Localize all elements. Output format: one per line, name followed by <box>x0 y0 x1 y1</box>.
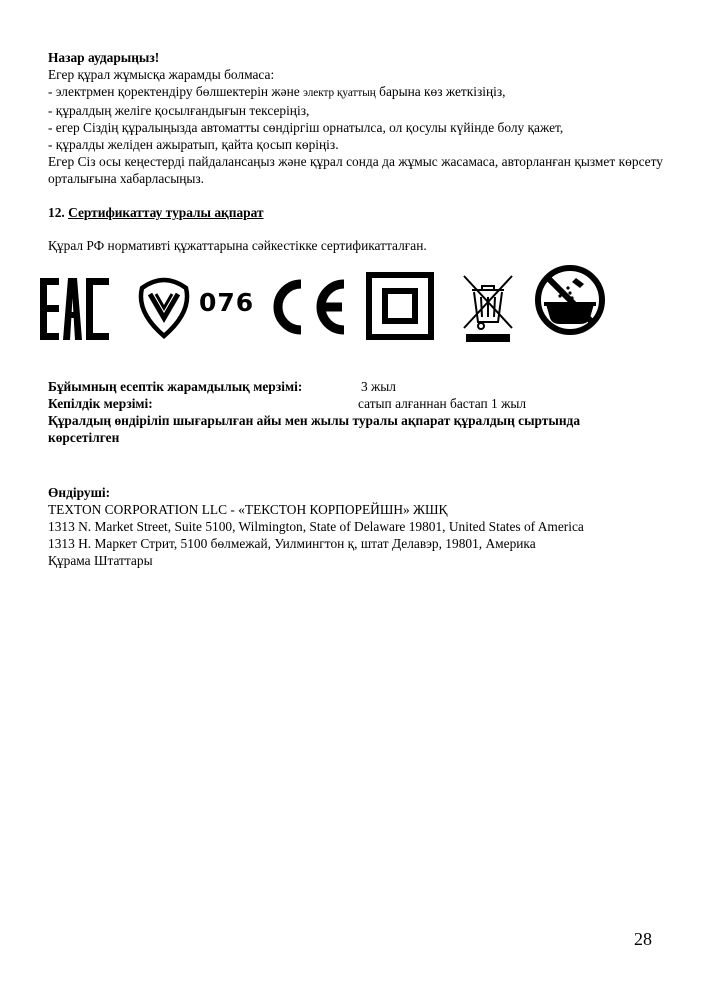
eac-mark-icon <box>40 278 110 340</box>
manufacturer-name: TEXTON CORPORATION LLC - «ТЕКСТОН КОРПОРЕЙШН» ЖШҚ <box>48 502 448 517</box>
attention-outro: Егер Сіз осы кеңестерді пайдалансаңыз және құрал сонда да жұмыс жасамаса, авторланған қызмет көрсету орталығына хабарласыңыз. <box>48 154 663 186</box>
crossed-out-wheelie-bin-icon <box>458 270 518 346</box>
attention-item-2: - құралдың желіге қосылғандығын тексеріңіз, <box>48 103 310 118</box>
section-number: 12. <box>48 205 65 220</box>
manufacturer-address-en: 1313 N. Market Street, Suite 5100, Wilmington, State of Delaware 19801, United States of America <box>48 519 584 534</box>
ukraine-conformity-mark-icon <box>134 274 194 340</box>
attention-intro: Егер құрал жұмысқа жарамды болмаса: <box>48 67 275 82</box>
manufacturer-address-kz: 1313 Н. Маркет Стрит, 5100 бөлмежай, Уилмингтон қ, штат Делавэр, 19801, Америка <box>48 536 536 551</box>
attention-item-1 <box>48 83 663 102</box>
certification-text: Құрал РФ нормативті құжаттарына сәйкестікке сертификатталған. <box>48 238 427 253</box>
attention-item-1-text-a: - электрмен қоректендіру бөлшектерін және <box>48 84 304 99</box>
warranty-value: сатып алғаннан бастап 1 жыл <box>358 396 527 411</box>
manufacturer-address-kz-2: Құрама Штаттары <box>48 553 153 568</box>
section-title: Сертификаттау туралы ақпарат <box>68 205 264 220</box>
attention-item-3: - егер Сіздің құралыңызда автоматты сөндіргіш орнатылса, ол қосулы күйінде болу қажет, <box>48 120 564 135</box>
section-heading <box>48 205 264 221</box>
service-life-value: 3 жыл <box>361 379 396 394</box>
attention-block <box>48 49 663 187</box>
manufacturer-block <box>48 484 663 569</box>
double-insulation-icon <box>366 272 434 340</box>
warranty-label: Кепілдік мерзімі: <box>48 396 153 411</box>
certification-logos <box>0 264 705 344</box>
no-water-bath-shower-icon <box>534 264 606 336</box>
conformity-number: 076 <box>199 288 255 317</box>
manufacture-date-note-2: көрсетілген <box>48 430 120 445</box>
service-life-label: Бұйымның есептік жарамдылық мерзімі: <box>48 379 303 394</box>
attention-title: Назар аударыңыз! <box>48 50 160 65</box>
manufacture-date-note: Құралдың өндіріліп шығарылған айы мен жылы туралы ақпарат құралдың сыртында <box>48 413 581 428</box>
ce-mark-icon <box>268 278 352 336</box>
attention-item-4: - құралды желіден ажыратып, қайта қосып көріңіз. <box>48 137 339 152</box>
page-number: 28 <box>634 929 652 949</box>
manufacturer-label: Өндіруші: <box>48 485 111 500</box>
attention-item-1-text-c: барына көз жеткізіңіз, <box>375 84 506 99</box>
attention-item-1-text-b: электр қуаттың <box>303 87 376 99</box>
